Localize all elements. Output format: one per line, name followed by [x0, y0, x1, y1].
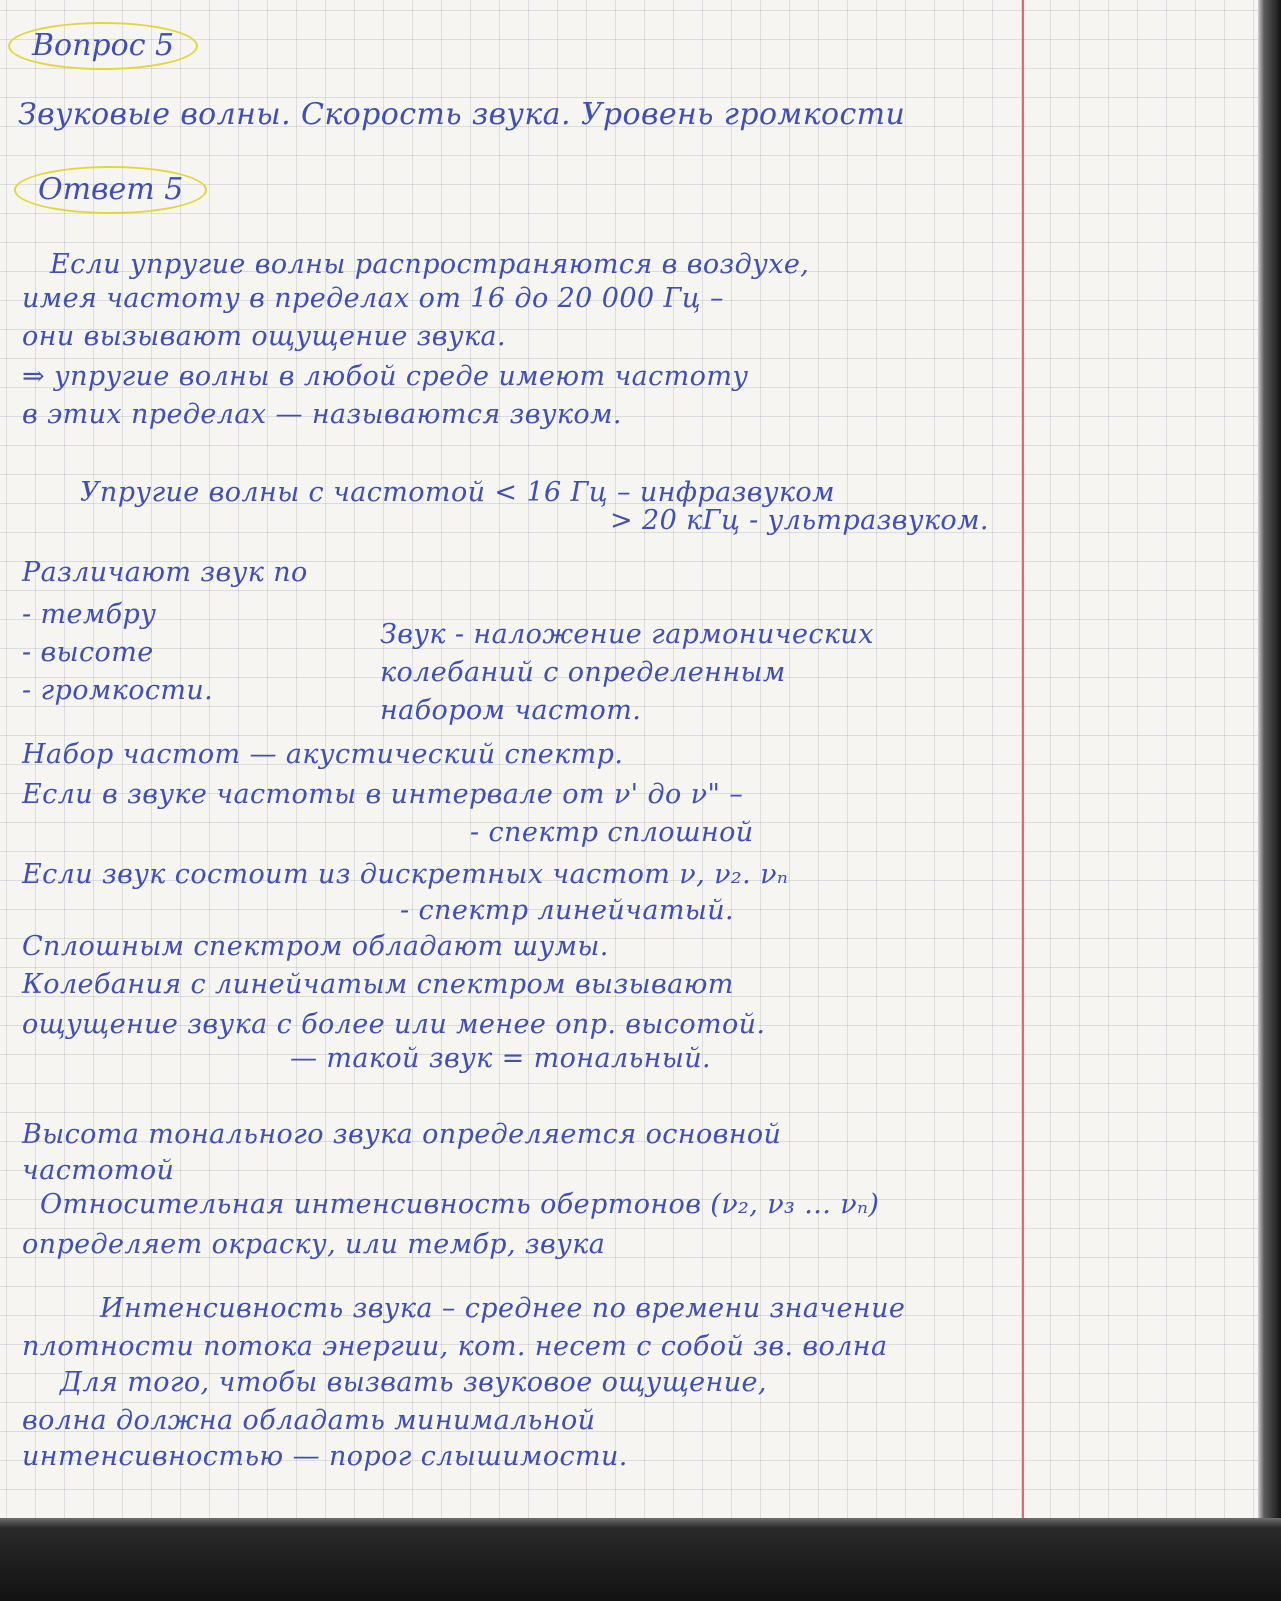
topic-title: Звуковые волны. Скорость звука. Уровень громкости	[18, 97, 906, 132]
text-line: Сплошным спектром обладают шумы.	[22, 931, 609, 962]
text-line: ⇒ упругие волны в любой среде имеют частоту	[22, 361, 749, 392]
text-line: ощущение звука с более или менее опр. высотой.	[22, 1009, 766, 1040]
text-line: волна должна обладать минимальной	[22, 1405, 596, 1436]
text-line: определяет окраску, или тембр, звука	[22, 1229, 606, 1260]
text-line: колебаний с определенным	[380, 657, 786, 688]
text-line: - тембру	[22, 599, 157, 630]
text-line: Относительная интенсивность обертонов (ν₂, ν₃ ... νₙ)	[40, 1189, 880, 1220]
text-line: они вызывают ощущение звука.	[22, 321, 506, 352]
answer-label: Ответ 5	[14, 166, 207, 214]
text-line: Если упругие волны распространяются в воздухе,	[50, 249, 810, 280]
text-line: — такой звук = тональный.	[290, 1043, 712, 1074]
text-line: - спектр линейчатый.	[400, 895, 734, 926]
text-line: Интенсивность звука – среднее по времени значение	[100, 1293, 906, 1324]
text-line: Различают звук по	[22, 557, 308, 588]
text-line: Для того, чтобы вызвать звуковое ощущение,	[60, 1367, 767, 1398]
text-line: > 20 кГц - ультразвуком.	[610, 505, 989, 536]
text-line: - громкости.	[22, 675, 214, 706]
text-line: Звук - наложение гармонических	[380, 619, 874, 650]
text-line: частотой	[22, 1155, 175, 1186]
page-edge-shadow-bottom	[0, 1518, 1281, 1601]
text-line: - спектр сплошной	[470, 817, 754, 848]
text-line: Набор частот — акустический спектр.	[22, 739, 624, 770]
page-edge-shadow-right	[1258, 0, 1281, 1601]
text-line: Высота тонального звука определяется основной	[22, 1119, 782, 1150]
text-line: Колебания с линейчатым спектром вызывают	[22, 969, 734, 1000]
text-line: Если звук состоит из дискретных частот ν, ν₂. νₙ	[22, 859, 789, 890]
text-line: имея частоту в пределах от 16 до 20 000 Гц –	[22, 283, 724, 314]
text-line: Если в звуке частоты в интервале от ν' до ν" –	[22, 779, 744, 810]
text-line: в этих пределах — называются звуком.	[22, 399, 622, 430]
text-line: интенсивностью — порог слышимости.	[22, 1441, 628, 1472]
text-line: набором частот.	[380, 695, 642, 726]
text-line: - высоте	[22, 637, 154, 668]
question-label: Вопрос 5	[8, 22, 198, 70]
text-line: плотности потока энергии, кот. несет с собой зв. волна	[22, 1331, 888, 1362]
margin-line	[1022, 0, 1024, 1518]
text-line: Упругие волны с частотой < 16 Гц – инфразвуком	[80, 477, 835, 508]
